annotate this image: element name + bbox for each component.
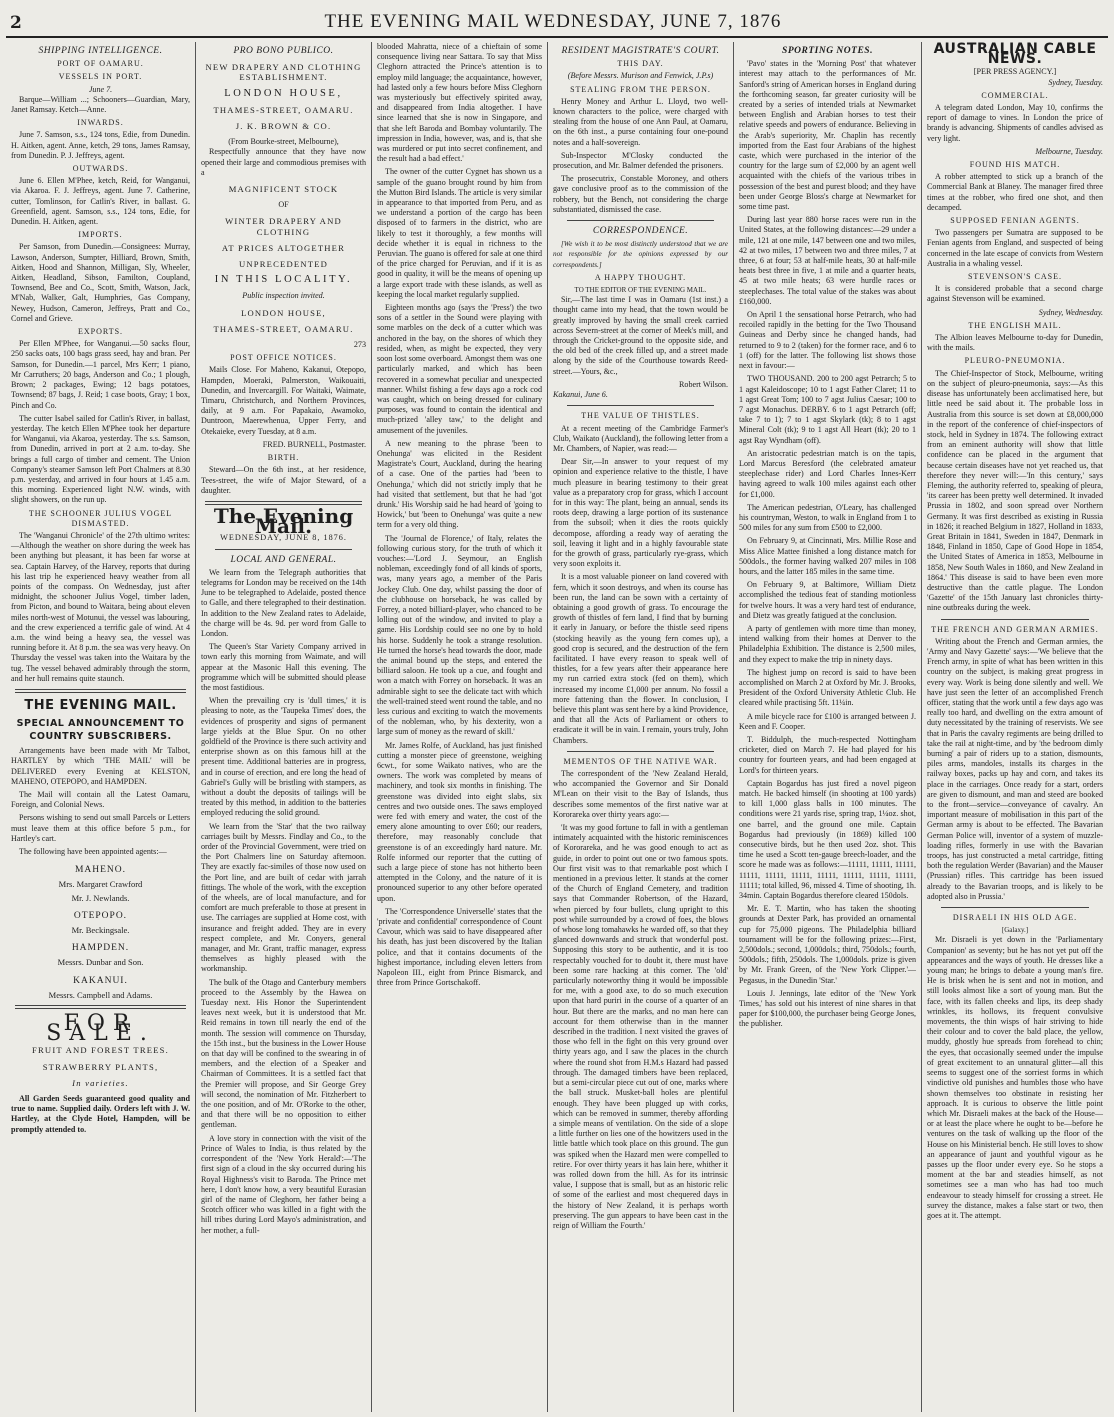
col3-para-4: A new meaning to the phrase 'been to Onehunga' was elicited in the Resident Magistrate's Court, Auckland, during the hearing of a case. One of the parties had 'been to Onehunga,' which did not strictly imply that he had visited that settlement, but that he had 'got drunk.' His Worship said he had heard of 'going to Howick,' but 'been to Onehunga' was quite a new term for a very old thing. [377, 438, 542, 530]
col3-para-2: The owner of the cutter Cygnet has shown us a sample of the guano brought round by him from the Mutton Bird Islands. The article is very similar in appearance to that imported from Peru, and as we understand a portion of the cargo has been disposed of to farmers in the district, who are likely to test it thoroughly, a few months will decide whether it is equal in richness to the Peruvian. The guano is offered for sale at one third of the price charged for Peruvian, and if it is as good in quality, it will be the means of opening up a large export trade with these islands, as well as keeping the local market regularly supplied. [377, 167, 542, 299]
inwards-heading: INWARDS. [77, 118, 124, 128]
agents-intro: The following have been appointed agents:— [19, 847, 167, 857]
london-house-2: LONDON HOUSE, [241, 307, 326, 318]
col3-para-3: Eighteen months ago (says the 'Press') the two sons of a settler in the Sound were playing with some marbles on the deck of a cutter which was anchored in the bay, on the shores of which they resided, when, as might be expected, they very soon lost some overboard. Amongst them was one particularly marked, and which has been recovered in a somewhat peculiar and unexpected manner. Whilst fishing a few days ago a rock cod was caught, which on being dressed for culinary purposes, was found to contain the identical and much-prized 'alley taw,' to the delight and amusement of the juveniles. [377, 303, 542, 435]
sport-para-12: T. Biddulph, the much-respected Nottingham cricketer, died on March 7. He had played for his country for fourteen years, and had been engaged at Lord's for thirteen years. [739, 735, 916, 775]
divider [567, 405, 714, 406]
local-para-5: The bulk of the Otago and Canterbury members proceed to the Assembly by the Hawea on Tuesday next. His Honor the Superintendent leaves next week, but it is understood that Mr. Reid remains in town till nearly the end of the month. The session will commence on Thursday, the 15th inst., but the business in the Lower House on that day will be confined to the swearing in of members, and the election of a Speaker and Chairman of Committees. It is a settled fact that the Premier will propose, and Sir George Grey will second, the nomination of Mr. Fitzherbert to the one position, and of Mr. O'Rorke to the other, and that there will be no opposition to either gentleman. [201, 977, 366, 1130]
col3-para-6: Mr. James Rolfe, of Auckland, has just finished cutting a monster piece of greenstone, weighing 6cwt., for some Waikato natives, who are the owners. The work was completed by means of machinery, and took six months in finishing. The greenstone was divided into eight slabs, six centres and two outside ones. The saws employed were fed with emery and water, the cost of the emery alone amounting to over £60; our readers, therefore, may reasonably conclude that greenstone is of an exceedingly hard nature. Mr. Rolfe informed our reporter that the cutting of such a large piece of stone has not hitherto been attempted in the Colony, and the nature of it is pronounced superior to any other before operated upon. [377, 740, 542, 903]
drapery-line: NEW DRAPERY AND CLOTHING ESTABLISHMENT. [205, 62, 362, 83]
local-general-heading: LOCAL AND GENERAL. [230, 554, 337, 565]
agent-place-4: KAKANUI. [73, 975, 128, 986]
agent-name-1a: Mrs. Margaret Crawford [58, 879, 143, 890]
thames-line: THAMES-STREET, OAMARU. [213, 104, 354, 115]
sport-para-10: The highest jump on record is said to have been accomplished on March 2 at Oxford by Mr. J. Brooks, President of the Oxford University Athletic Club. He cleared while practising 5ft. 11¼in. [739, 667, 916, 708]
happy-place: Kakanui, June 6. [553, 390, 608, 400]
before-line: (Before Messrs. Murison and Fenwick, J.P.s) [567, 71, 714, 81]
winter-line: WINTER DRAPERY AND CLOTHING [225, 216, 342, 237]
agent-name-2: Mr. Beckingsale. [71, 925, 130, 936]
arrangement-text: Arrangements have been made with Mr Talbot, HARTLEY by which 'THE MAIL' will be DELIVERED every Evening at KELSTON, MAHENO, OTEPOPO, and HAMPDEN. [11, 746, 190, 786]
respect-text: Respectfully announce that they have now opened their large and commodious premises with a [201, 147, 366, 177]
imports-text: Per Samson, from Dunedin.—Consignees: Murray, Lawson, Anderson, Sumpter, Hilliard, Brown, Smith, Aitken, Hood and Shannon, Milligan, Sly, Wheeler, Aitken, Headland, Sibson, Familton, Coupland, Townsend, Bee and Co., Scott, Smith, Watson, Jack, M'Nab, Walker, Galt, Humphries, Gas Company, Newey, Hudson, Cameron, Jeffreys, Pratt and Co., Cornel and Grieve. [11, 242, 190, 323]
to-editor: TO THE EDITOR OF THE EVENING MAIL. [574, 286, 707, 295]
sport-para-4: TWO THOUSAND. 200 to 200 agst Petrarch; 5 to 1 agst Kaleidoscope; 10 to 1 agst Father Claret; 11 to 1 agst Great Tom; 100 to 7 agst Julius Caesar; 100 to 7 agst Monachus. DERBY. 6 to 1 agst Petrarch (off; take 7 to 1); 7 to 1 agst Skylark (tk); 8 to 1 agst Mineral Colt (tk); 9 to 1 agst All Heart (tk); 20 to 1 agst Ray Wyndham (off). [739, 374, 916, 445]
vessels-heading: VESSELS IN PORT. [58, 72, 143, 82]
birth-heading: BIRTH. [267, 453, 300, 463]
agent-name-3: Messrs. Dunbar and Son. [57, 957, 144, 968]
sport-para-7: On February 9, at Cincinnati, Mrs. Millie Rose and Miss Alice Mattee finished a long distance match for 500dols., the former having walked 207 miles in 108 hours, and the latter 185 miles in the same time. [739, 536, 916, 576]
birth-text: Steward—On the 6th inst., at her residence, Tees-street, the wife of Major Steward, of a daughter. [201, 465, 366, 495]
sport-para-15: Louis J. Jennings, late editor of the 'New York Times,' has sold out his interest of nine shares in that paper for $100,000, the purchaser being George Jones, the publisher. [739, 988, 916, 1029]
bourke-line: (From Bourke-street, Melbourne), [228, 137, 339, 147]
inspection-line: Public inspection invited. [242, 291, 325, 301]
col3-para-7: The 'Correspondence Universelle' states that the 'private and confidential' correspondence of Count Cavour, which was said to have disappeared after his death, has just been discovered by the Italian police, and that it contains documents of the highest importance, including eleven letters from Napoleon III., eight from Prince Bismarck, and three from Prince Gortschakoff. [377, 906, 542, 988]
local-para-4: We learn from the 'Star' that the two railway carriages built by Messrs. Findlay and Co., to the order of the Provincial Government, were tried on the Port Chalmers line on Saturday afternoon. They are exactly fac-similes of those now used on the Port line, and are built of cedar with jarrah fittings. The whole of the work, with the exception of the wheels, are of local manufacture, and for comfort are much preferable to those at present in use. The carriages are supplied at Home cost, with insurance and freight added. They are in every respect complete, and Mr. Conyers, general manager, and Mr. Grant, traffic manager, express themselves as highly pleased with the workmanship. [201, 821, 366, 974]
port-heading: PORT OF OAMARU. [57, 59, 144, 69]
agent-name-4: Messrs. Campbell and Adams. [48, 989, 153, 1000]
sport-para-5: An aristocratic pedestrian match is on the tapis, Lord Marcus Beresford (the celebrated amateur steeplechase rider) and Lord Charles Innes-Kerr having agreed to walk 100 miles against each other for £1,000. [739, 448, 916, 499]
french-german-text: Writing about the French and German armies, the 'Army and Navy Gazette' says:—'We believe that the French army, in spite of what has been written in this country on the subject, is making great progress in every way. Work is being done silently and well. We have just seen the letter of an accomplished French officer, stating that the work until a few days ago was really too hard, and dwelling on the extra amount of duty necessitated by the training of reservists. We see that in Paris the cavalry regiments are being drilled to take the rail at night-time, and by 'the bedroom dimly burning' a pair of riders up to a station, dismounts, piles arms, mandoles, installs its charges in the railway boxes, packs up hay and corn, and takes its place in the carriages. Once ready for a start, orders are given to dismount, and man and steed are booked to the front—service—conveyance of cavalry. An important measure of mobilisation in this part of the German army is about to be effected. The Bavarian German Police will, inventor of a system of muzzle-loading rifles, formerly in use with the Bavarian troops, has just constructed a metal cartridge, fitting both the regulation Werder (Bavarian) and the Mauser (Prussian) rifles. This cartridge has been issued already to the Bavarian troops, and is likely to be adopted also in Prussia.' [927, 636, 1103, 901]
mementos-heading: MEMENTOS OF THE NATIVE WAR. [563, 756, 718, 766]
happy-sign: Robert Wilson. [679, 379, 728, 389]
for-sale-heading: FOR SALE. [46, 1011, 155, 1047]
newspaper-title: THE EVENING MAIL WEDNESDAY, JUNE 7, 1876 [324, 11, 782, 32]
imports-heading: IMPORTS. [78, 230, 123, 240]
agent-place-2: OTEPOPO. [73, 910, 128, 921]
divider [215, 549, 352, 550]
stevenson-heading: STEVENSON'S CASE. [967, 272, 1062, 282]
sport-para-11: A mile bicycle race for £100 is arranged between J. Keen and F. Cooper. [739, 711, 916, 731]
sport-para-1: 'Pavo' states in the 'Morning Post' that whatever interest may attach to the performances of Mr. Sanford's string of American horses in England during the forthcoming season, far greater curiosity will be created by a series of intended trials at Newmarket between English and Arabian horses to test their relative speeds and powers of endurance. Believing in the Arab's superiority, Mr. Chaplin has recently imported from the East four Arabians of the highest caste, which were purchased in the interior of the country for the large sum of £2,000 by an agent well acquainted with the chiefs of the various tribes in possession of the best and purest blood; and they have been under George Bloss's charge at Newmarket for some time past. [739, 59, 916, 212]
of-line: OF [278, 200, 289, 210]
post-office-heading: POST OFFICE NOTICES. [230, 353, 337, 363]
sport-para-2: During last year 880 horse races were run in the United States, at the following distances:—29 under a mile, 121 at one mile, 147 between one and two miles, 42 at two miles, 17 between two and three miles, 7 at three, 6 at four; 53 at half-mile heats, 30 at half-mile heats best three in five, 1 at mile and a quarter heats, 45 at two mile heats; 63 were hurdle races or steeplechases. The total value of the stakes was about £160,000. [739, 215, 916, 306]
inwards-text: June 7. Samson, s.s., 124 tons, Edie, from Dunedin. H. Aitken, agent. Anne, ketch, 29 tons, James Ramsay, from Dunedin. P. J. Jeffreys, agent. [11, 130, 190, 160]
shipping-news: The cutter Isabel sailed for Catlin's River, in ballast, yesterday. The ketch Ellen M'Phee took her departure for Wanganui, via Akaroa, yesterday. The s.s. Samson, from Dunedin, arrived in port at 2 a.m. to-day. She brings a full cargo of timber and cement. The Union Company's steamer Samson left Port Chalmers at 8.30 p.m. yesterday, and arrived in four hours at 1.45 a.m. this morning. Experienced light N.W. winds, with slight showers, on the run up. [11, 413, 190, 505]
locality-line: IN THIS LOCALITY. [214, 274, 353, 286]
thistles-para-3: It is a most valuable pioneer on land covered with fern, which it soon destroys, and when its course has been run, the land can be sown with a certainty of obtaining a good growth of grass. To encourage the growth of thistles of fern land, I find that by burning it early in January, or before the thistle seed ripens (stocking heavily as the young fern comes up), a good crop is secured, and the destruction of the fern facilitated. I have every reason to speak well of thistles, for a few years after their appearance here my run carried extra stock (fed on them), which increased my income £1,000 per annum. No fossil a more fattening than the flower. In conclusion, I believe this plant was sent here by a kind Providence, and that all the Acts of Parliament or others to eradicate it will be in vain. I remain, yours truly, John Chambers. [553, 572, 728, 745]
schooner-text: The 'Wanganui Chronicle' of the 27th ultimo writes:—Although the weather on shore during the week has been anything but pleasant, it has been far worse at sea. Captain Harvey, of the Harvey, reports that during his last trip he experienced heavy weather from all points of the compass. On Wednesday, just after midnight, the schooner Julius Vogel, timber laden, from Picton, and bound to Waitara, being about eleven miles north-west of Motunui, the vessel was labouring, and the crew experienced a terrific gale of wind. At 4 a.m. the wind being a heavy sea, the vessel was running before it. At 8 p.m. the sea was very heavy. On Thursday the vessel was taken into the Waitara by the tug. The vessel behaved admirably through the storm, and her hull remains quite staunch. [11, 530, 190, 683]
happy-thought-heading: A HAPPY THOUGHT. [594, 272, 687, 282]
divider [941, 907, 1089, 908]
vessels-date: June 7. [88, 84, 113, 94]
correspondence-heading: CORRESPONDENCE. [592, 226, 689, 237]
column-6 [922, 42, 1108, 1412]
found-match-heading: FOUND HIS MATCH. [969, 160, 1061, 170]
stevenson-text: It is considered probable that a second charge against Stevenson will be examined. [927, 284, 1103, 304]
special-announcement: SPECIAL ANNOUNCEMENT TO COUNTRY SUBSCRIBERS. [16, 718, 185, 743]
local-para-2: The Queen's Star Variety Company arrived in town early this morning from Waimate, and will appear at the Masonic Hall this evening. The programme which will be submitted should please the most fastidious. [201, 642, 366, 692]
rm-court-heading: RESIDENT MAGISTRATE'S COURT. [561, 46, 720, 56]
seeds-notice: All Garden Seeds guaranteed good quality and true to name. Supplied daily. Orders left with J. W. Hartley, at the Clyde Hotel, Hampden, will be promptly attended to. [11, 1094, 190, 1134]
fenian-text: Two passengers per Sumatra are supposed to be Fenian agents from England, and suspected of being concerned in the late escape of convicts from Western Australia in a whaling vessel. [927, 228, 1103, 268]
shipping-heading: SHIPPING INTELLIGENCE. [38, 46, 163, 56]
this-day: THIS DAY. [617, 59, 664, 69]
column-5 [734, 42, 922, 1412]
schooner-heading: THE SCHOONER JULIUS VOGEL DISMASTED. [28, 508, 173, 528]
local-para-6: A love story in connection with the visit of the Prince of Wales to India, is thus related by the correspondent of the 'New York Herald':—'The first sign of a cloud in the sky occurred during his Royal Highness's visit to Baroda. The Prince met here, I don't know how, a very beautiful Eurasian girl of the name of Cleghorn, her father being a Scotch officer who was killed in a fight with the hill tribes during Lord Mayo's administration, and her mother, a full- [201, 1133, 366, 1235]
sydney-dateline-2: Sydney, Wednesday. [1038, 307, 1103, 317]
mementos-para-1: The correspondent of the 'New Zealand Herald, who accompanied the Governor and Sir Donald M'Lean on their visit to the Bay of Islands, thus describes some mementos of the first native war at Kororareka over thirty years ago:— [553, 769, 728, 819]
strawberry-line: STRAWBERRY PLANTS, [42, 1061, 159, 1072]
vessels-list: Barque—William ...; Schooners—Guardian, Mary, Janet Ramsay. Ketch—Anne. [11, 94, 190, 115]
thistles-para-1: At a recent meeting of the Cambridge Farmer's Club, Waikato (Auckland), the following letter from a Mr. Chambers, of Napier, was read:— [553, 423, 728, 453]
sporting-heading: SPORTING NOTES. [782, 46, 873, 56]
mail-contains: The Mail will contain all the Latest Oamaru, Foreign, and Colonial News. [11, 790, 190, 810]
sport-para-8: On February 9, at Baltimore, William Dietz accomplished the tedious feat of standing motionless for twelve hours. It was a very hard test of endurance, and Dietz was greatly fatigued at the conclusion. [739, 580, 916, 620]
rm-para-1: Henry Money and Arthur L. Lloyd, two well-known characters to the police, were charged with stealing from the house of one Ann Paul, at Oamaru, on the 6th inst., a purse containing four one-pound notes and a half-sovereign. [553, 96, 728, 147]
rm-para-2: Sub-Inspector M'Closky conducted the prosecution, and Mr. Balmer defended the prisoners. [553, 150, 728, 171]
column-1 [6, 42, 196, 1412]
column-2 [196, 42, 372, 1412]
divider [15, 689, 186, 693]
masthead [6, 0, 1108, 38]
agent-name-1b: Mr. J. Newlands. [71, 892, 130, 903]
divider [567, 220, 714, 221]
fenian-heading: SUPPOSED FENIAN AGENTS. [950, 216, 1080, 226]
divider [567, 751, 714, 752]
english-mail-heading: THE ENGLISH MAIL. [968, 320, 1062, 330]
galaxy-source: [Galaxy.] [1001, 926, 1029, 935]
parcels-notice: Persons wishing to send out small Parcels or Letters must leave them at this office before 5 p.m., for Hartley's cart. [11, 813, 190, 843]
columns [6, 42, 1108, 1412]
unprecedented-line: UNPRECEDENTED [238, 259, 329, 270]
local-para-3: When the prevailing cry is 'dull times,' it is pleasing to note, as the 'Taupeka Times' does, the evidences of prosperity and signs of permanent large yields at the Blue Spur. On no other goldfield of the Province is there such activity and enterprise shown as on this famous hill at the present time. Additional batteries are in progress, and in course of erection, and ere long the head of Gabriel's Gully will be bristling with stampers, as without a doubt the deposits of tailings will be treated by this method, in addition to the batteries employed reducing the solid ground. [201, 696, 366, 818]
found-match-text: A robber attempted to stick up a branch of the Commercial Bank at Blaney. The manager fired three times at the robber, who fired one shot, and then decamped. [927, 172, 1103, 212]
evening-mail-title: The Evening Mail. [213, 503, 354, 539]
post-office-sign: FRED. BURNELL, Postmaster. [262, 439, 366, 449]
local-para-1: We learn from the Telegraph authorities that telegrams for London may be received on the 14th June to be telegraphed to Adelaide, posted thence to Galle, and there telegraphed to their destination. In addition to the New Zealand rates to Adelaide, the charge will be 4s. 9d. per word from Galle to London. [201, 567, 366, 638]
correspondence-note: [We wish it to be most distinctly understood that we are not responsible for the opinions expressed by our correspondents.] [553, 240, 728, 269]
trees-line: FRUIT AND FOREST TREES. [32, 1045, 169, 1056]
melbourne-dateline: Melbourne, Tuesday. [1035, 146, 1103, 156]
sydney-dateline: Sydney, Tuesday. [1048, 77, 1103, 87]
prices-line: AT PRICES ALTOGETHER [221, 242, 346, 253]
london-house-line: LONDON HOUSE, [224, 87, 343, 99]
magnificent-line: MAGNIFICENT STOCK [228, 184, 339, 195]
varieties-line: In varieties. [72, 1077, 129, 1088]
col3-para-5: The 'Journal de Florence,' of Italy, relates the following curious story, for the truth of which it vouches:—'Lord J. Seymour, an English nobleman, exceedingly fond of all kinds of sports, was, many years ago, a member of the Paris Jockey Club. One day, whilst passing the door of the clubhouse on horseback, he was called by Forrey, a noted billiard-player, who chanced to be lolling out of the window, and invited to play a game. His Lordship could see no one by to hold his horse. Suddenly he took a strange resolution. He turned the horse's head towards the door, made the animal bound up the steps, and entered the billiard saloon. He took up a cue, and fought and won a match with Forrey on horseback. It was an admirable sight to see the delicate tact with which the well-trained steed went round the table, and no less curious and exciting to watch the movements of the nobleman, who, by his dexterity, won a large sum of money as the reward of skill.' [377, 533, 542, 737]
thistles-para-2: Dear Sir,—In answer to your request of my opinion and experience relative to the thistle, I have much pleasure in bearing testimony to their great value as a preparatory crop for grass, which I account for in this way: The plant, being an annual, sends its roots deep, drawing a large portion of its sustenance from the subsoil; when it dies the roots quickly decompose, affording a ready way of aerating the soil, leaving it light and in a highly favourable state for the growth of grass, particularly rye-grass, which very soon exploits it. [553, 457, 728, 569]
english-mail-text: The Albion leaves Melbourne to-day for Dunedin, with the mails. [927, 333, 1103, 353]
exports-heading: EXPORTS. [77, 327, 124, 337]
brown-line: J. K. BROWN & CO. [235, 121, 332, 132]
issue-date: WEDNESDAY, JUNE 8, 1876. [220, 533, 347, 543]
exports-text: Per Ellen M'Phee, for Wanganui.—50 sacks flour, 250 sacks oats, 100 bags grass seed, hay and bran. Per Samson, for Dunedin.—1 parcel, Mrs Kerr; 1 piano, Mr Carruthers; 20 bags, Anderson and Co.; 1 plough, Brown; 2 packages, Ewing; 12 bags potatoes, Townsend; 87 bags, J. Reid; 1 case boots, Gray; 1 box, Pinch and Co. [11, 339, 190, 410]
french-german-heading: THE FRENCH AND GERMAN ARMIES. [931, 624, 1099, 634]
sport-para-13: Captain Bogardus has just fired a novel pigeon match. He backed himself (in shooting at 100 yards) to kill 1,000 glass balls in 100 minutes. The conditions were 21 yards rise, spring trap, 1¼oz. shot, one barrel, and the ground one mile. Captain Bogardus had previously (in 1869) killed 100 consecutive birds, but he then used 2oz. shot. This time he used a Scott ten-gauge breech-loader, and the score he made was as follows:—11111, 11111, 11111, 11111, 11111, 11111, 11111, 11111, 11111, 11111, 11111; total killed, 96, missed 4. Time of shooting, 1h. 34min. Captain Bogardus therefore cleared 150dols. [739, 778, 916, 901]
divider [15, 1005, 186, 1009]
sport-para-6: The American pedestrian, O'Leary, has challenged his countryman, Weston, to walk in England from 1 to 500 miles for any sum from £500 to £2,000. [739, 502, 916, 533]
agent-place-3: HAMPDEN. [71, 943, 130, 954]
agent-place-1: MAHENO. [74, 865, 127, 876]
australian-news-heading: AUSTRALIAN CABLE NEWS. [933, 42, 1097, 68]
pleuro-text: The Chief-Inspector of Stock, Melbourne, writing on the subject of pleuro-pneumonia, says:—As this disease has unfortunately been acclimatised here, but little need be said about it. The probable loss in Australia from this source is set down at £8,000,000 in the report of the conference of chief-inspectors of stock, held in Sydney in 1874. The following extract from an eminent authority will show that little confidence can be placed in the argument that because certain diseases have not yet reached us, that therefore they never will:—'In this century,' says Fleming, the authority referred to, speaking of pleura, 'its career has been pretty well determined. It invaded Prussia in 1802, and soon spread over Northern Germany. It was first described as existing in Russia in 1826; it reached Belgium in 1827, Holland in 1833, Great Britain in 1841, Sweden in 1847, Denmark in 1848, Finland in 1850, Cape of Good Hope in 1854, the United States of America in 1853, Melbourne in 1858, New South Wales in 1860, and New Zealand in 1864.' This disease is said to have been even more destructive than the cattle plague. The London 'Gazette' of the 15th January last chronicles thirty-nine outbreaks during the week. [927, 368, 1103, 613]
outwards-heading: OUTWARDS. [72, 164, 129, 174]
commercial-heading: COMMERCIAL. [981, 90, 1049, 100]
disraeli-heading: DISRAELI IN HIS OLD AGE. [952, 913, 1078, 923]
column-4 [548, 42, 734, 1412]
thistles-heading: THE VALUE OF THISTLES. [581, 411, 700, 421]
post-office-text: Mails Close. For Maheno, Kakanui, Otepopo, Hampden, Moeraki, Palmerston, Waikouaiti, Dunedin, and Invercargill. For Waitaki, Waimate, Timaru, Christchurch, and Northern Provinces, daily, at 9 a.m. For Papakaio, Awamoko, Duntroon, Maerewhenua, Upper Ferry, and Otekaieke, every Tuesday, at 8 a.m. [201, 365, 366, 436]
sport-para-9: A party of gentlemen with more time than money, intend walking from their homes at Denver to the Philadelphia Exhibition. The distance is 2,500 miles, and they expect to make the trip in ninety days. [739, 623, 916, 664]
column-3 [372, 42, 548, 1412]
evening-mail-heading: THE EVENING MAIL. [24, 697, 177, 713]
stealing-heading: STEALING FROM THE PERSON. [570, 84, 711, 94]
outwards-text: June 6. Ellen M'Phee, ketch, Reid, for Wanganui, via Akaroa. F. J. Jeffreys, agent. June 7. Catherine, cutter, Tomlinson, for Catlin's River, in ballast. G. Greenfield, agent. Samson, s.s., 124 tons, Edie, for Dunedin. H. Aitken, agent. [11, 176, 190, 227]
sport-para-14: Mr. E. T. Martin, who has taken the shooting grounds at Dexter Park, has provided an ornamental cup for 75,000 pigeons. The Philadelphia billiard tournament will be for the following prizes:—First, 2,500dols.; second, 1,000dols.; third, 750dols.; fourth, 500dols.; fifth, 250dols. The 1,000dols. prize is given by Mr. Frank Green, of the 'New York Clipper.'—Pegasus, in the Dunedin 'Star.' [739, 904, 916, 985]
press-agency: [PER PRESS AGENCY.] [973, 67, 1057, 77]
commercial-text: A telegram dated London, May 10, confirms the report of damage to vines. In London the price of brandy is advancing. Shipments of candles advised as very light. [927, 103, 1103, 143]
col3-para-1: blooded Mahratta, niece of a chieftain of some consequence living near Sattara. To say that Miss Cleghorn attracted the Prince's attention is to employ mild language; the acquaintance, however, had lasted only a few hours before Miss Cleghorn was mysteriously but effectively spirited away, and disappeared from India altogether. I have since learned that she is now in Singapore, and that she left Baroda and Bombay voluntarily. The impression in India, however, was, and is, that she was murdered or put into secret confinement, and the result had a bad effect.' [377, 42, 542, 164]
pleuro-heading: PLEURO-PNEUMONIA. [964, 356, 1066, 366]
thames-line-2: THAMES-STREET, OAMARU. [213, 323, 354, 334]
divider [941, 619, 1089, 620]
happy-thought-text: Sir,—The last time I was in Oamaru (1st inst.) a thought came into my head, that the town would be greatly improved by having the small creek carried across Severn-street at the corner of Meek's mill, and through the Cricket-ground to the opposite side, and the old bed of the creek filled up, and a street made along by the side of the Courthouse towards Reed-street.—Yours, &c., [553, 295, 728, 376]
rm-para-3: The prosecutrix, Constable Moroney, and others gave conclusive proof as to the commission of the robbery, but the Bench, not considering the charge substantiated, dismissed the case. [553, 174, 728, 214]
page-number: 2 [10, 13, 22, 33]
disraeli-text: Mr. Disraeli is yet down in the 'Parliamentary Companion' as seventy; but he has not yet put off the appearances and the ways of youth. He dresses like a young man; he brings to debate a young man's fire. He is brisk when he is sent and not in motion, and still looks almost like a sort of young man. But the face, with its fallen cheeks and lips, its deep shady wrinkles, its hollows, its frequent convulsive movements, the thin wisps of hair striving to hide their colour and to cover the bald place, the yellow, muddy, ghostly hue spreads from forehead to chin; the eyes, that occasionally seemed under the impulse of great excitement to an unnatural glitter—all this seems to suggest one of the sorriest forms in which vindictive old punishes and humbles those who have shown themselves too obstinate in resisting her approach. It is curious to observe the little point which Mr. Disraeli makes at the back of the House—or at least the place where he ought to be—before he ventures on the task of walking up the floor of the House on his Ministerial bench. He still loves to show an appearance of jaunt and youthful vigour as he passes up the floor under every eye. So he stops a moment at the bar and steadies himself, as not sometimes see a man who has had too much endeavour to steady himself for crossing a street. He survey the distance, makes a false start or two, then goes at it. The attempt. [927, 935, 1103, 1220]
pro-bono-heading: PRO BONO PUBLICO. [233, 46, 334, 56]
mementos-para-2: 'It was my good fortune to fall in with a gentleman intimately acquainted with the historic reminiscences of Kororareka, and he was good enough to act as guide, in order to point out one or two famous spots. Our first visit was to that remarkable post which I mentioned in a previous letter. It stands at the corner of the Church of England Cemetery, and tradition says that Commander Robertson, of the Hazard, when pierced by four bullets, clung upright to this post while surrounded by a crowd of foes, the blows of whose long tomahawks he warded off, so that they glanced downwards and struck that wonderful post. Supposing this story to be authentic, and it is too respectably vouched for to doubt it, there must have been some rare hacking at this corner. The 'old' particularly noteworthy thing it would be impossible for me, with a good axe, to do so much execution upon that hard puriri in the course of a quarter of an hour. But there are the marks, and no man here can account for them otherwise than in the manner described in the tradition. I next visited the graves of those who fell in the fight on this very ground over thirty years ago, and I saw the places in the church where the round shot from H.M.s Hazard had passed through. The damaged timbers have been replaced, but a semi-circular piece cut out of one, marks where the ball struck. Musket-ball holes are plentiful enough. They have been plugged up with corks, which can be removed in summer, thereby affording a simple means of ventilation. On the side of a slope a little further on lies one of the howitzers used in the little battle which took place on this ground. The gun was spiked when the Hazard men were compelled to retire. For over thirty years it has lain here, whither it was rolled down from the hill. As for its intrinsic value, I suppose that is small, but as an historic relic of some of the earliest and most chequered days in the history of New Zealand, it is perhaps worth preserving. The gun appears to have been cast in the reign of William the Fourth.' [553, 823, 728, 1230]
sport-para-3: On April 1 the sensational horse Petrarch, who had recoiled rapidly in the betting for the Two Thousand Guineas and Derby since he changed hands, had returned to 9 to 2 (taken) for the former race, and 6 to 1 (off) for the latter. The following list shows those next in favour:— [739, 310, 916, 371]
ad-number: 273 [353, 340, 366, 350]
